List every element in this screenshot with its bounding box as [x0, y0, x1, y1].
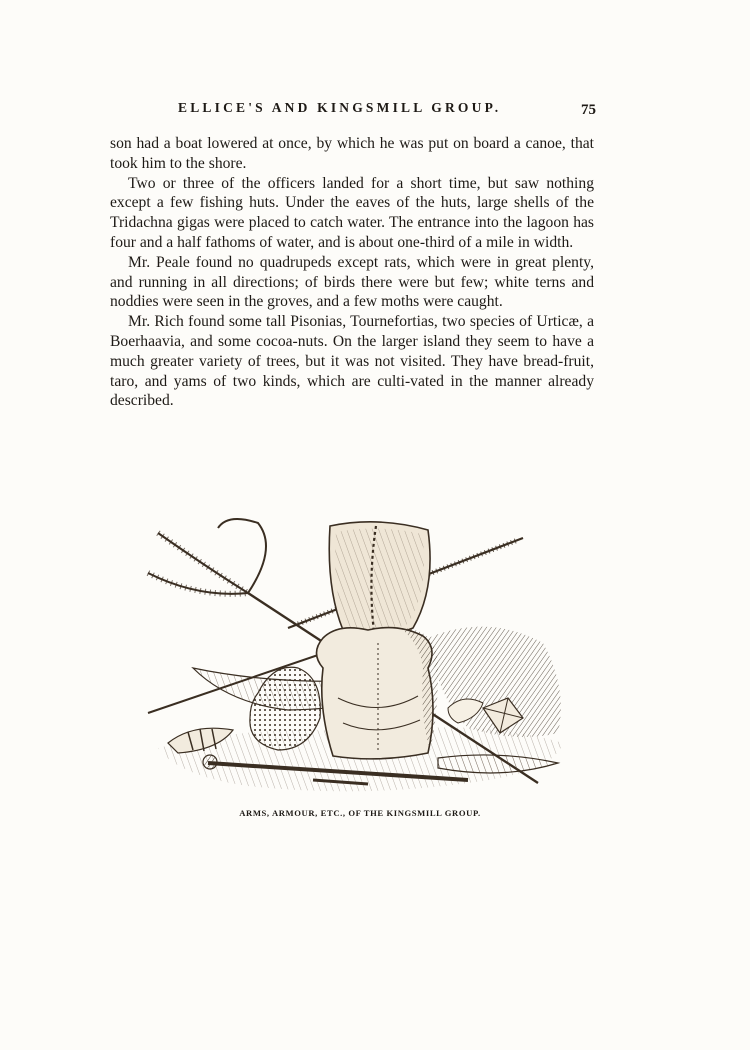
body-text	[110, 134, 594, 411]
helmet-weave	[335, 528, 424, 630]
figure-caption: ARMS, ARMOUR, ETC., OF THE KINGSMILL GROUP.	[239, 808, 481, 818]
paragraph-4: Mr. Rich found some tall Pisonias, Tournefortias, two species of Urticæ, a Boerhaavia, and some cocoa-nuts. On the larger island they seem to have a much greater variety of trees, but it was not visited. They have bread-fruit, taro, and yams of two kinds, which are culti-vated in the manner already described.	[110, 313, 594, 410]
paragraph-3: Mr. Peale found no quadrupeds except rats, which were in great plenty, and running in all directions; of birds there were but few; white terns and noddies were seen in the groves, and a few moths were caught.	[110, 253, 594, 311]
page-number: 75	[581, 102, 596, 118]
paragraph-1: son had a boat lowered at once, by which he was put on board a canoe, that took him to the shore.	[110, 135, 594, 172]
page-header	[110, 100, 596, 126]
armour-cuirass	[317, 628, 434, 759]
engraving-illustration	[138, 518, 578, 808]
trident-barbs	[148, 533, 248, 594]
trident-prong-upper	[218, 519, 266, 593]
paragraph-2: Two or three of the officers landed for a short time, but saw nothing except a few fishing huts. Under the eaves of the huts, large shells of the Tridachna gigas were placed to catch water. The entrance into the lagoon has four and a half fathoms of water, and is about one-third of a mile in width.	[110, 174, 594, 251]
engraving-figure	[138, 518, 578, 808]
running-head: ELLICE'S AND KINGSMILL GROUP.	[178, 100, 502, 115]
club-knob	[203, 755, 217, 769]
